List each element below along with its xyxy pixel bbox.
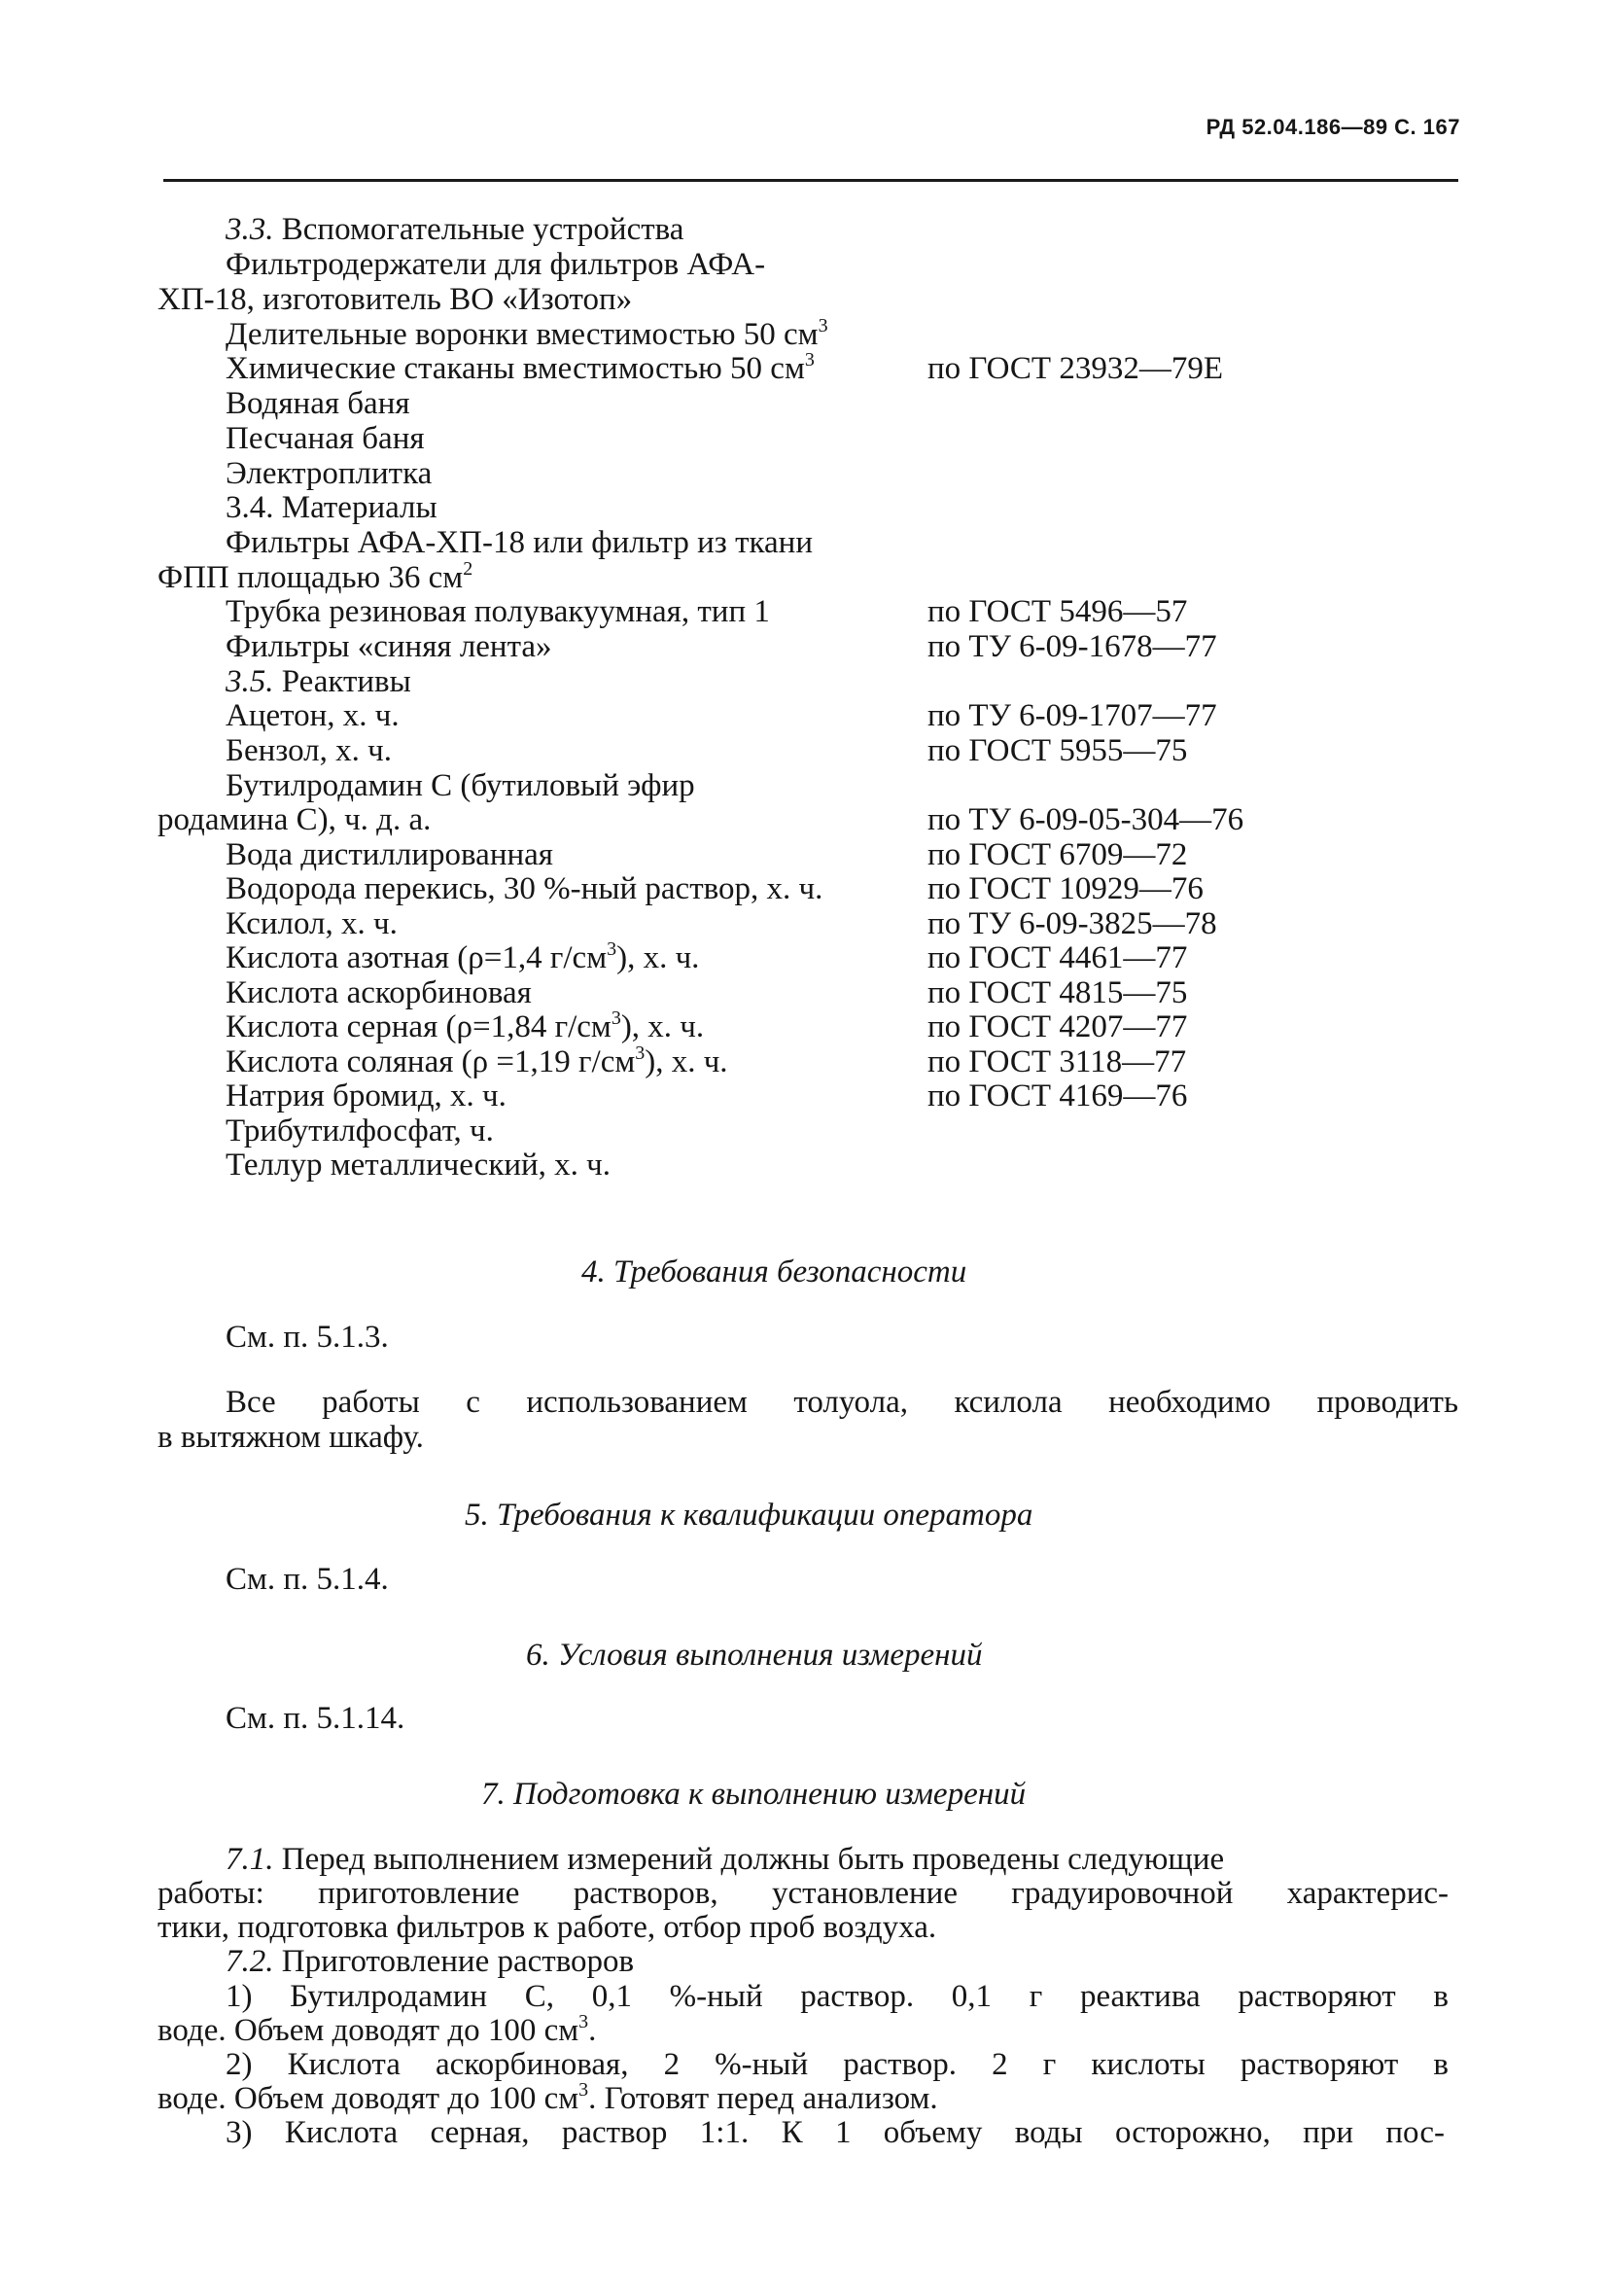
section-6-heading: 6. Условия выполнения измерений: [526, 1638, 983, 1673]
superscript: 3: [635, 1042, 646, 1064]
item-text: Делительные воронки вместимостью 50 см: [226, 317, 819, 352]
header-rule: [163, 179, 1458, 182]
list-item: 3) Кислота серная, раствор 1:1. К 1 объему воды осторожно, при пос-: [226, 2115, 1445, 2150]
list-item: ХП-18, изготовитель ВО «Изотоп»: [157, 282, 633, 317]
standard-ref: по ТУ 6-09-3825—78: [927, 906, 1217, 941]
standard-ref: по ГОСТ 3118—77: [927, 1044, 1187, 1079]
list-item: Вода дистиллированная: [226, 837, 553, 872]
section-3-5-title: [226, 664, 411, 699]
subsection-7-2-title: [226, 1944, 634, 1979]
item-text: Кислота серная (ρ=1,84 г/см: [226, 1009, 612, 1044]
item-text: ), х. ч.: [616, 940, 700, 975]
superscript: 2: [463, 558, 473, 580]
list-item: [226, 940, 699, 975]
paragraph-line: [226, 1842, 1224, 1877]
list-item: Теллур металлический, х. ч.: [226, 1148, 612, 1183]
standard-ref: по ГОСТ 10929—76: [927, 871, 1204, 906]
see-reference: См. п. 5.1.4.: [226, 1562, 389, 1597]
list-item: Натрия бромид, х. ч.: [226, 1078, 507, 1113]
list-item: родамина С), ч. д. а.: [157, 802, 432, 837]
list-item: 1) Бутилродамин С, 0,1 %-ный раствор. 0,1 г реактива растворяют в: [226, 1979, 1449, 2014]
section-number: 7.2.: [226, 1944, 274, 1979]
item-text: Кислота соляная (ρ =1,19 г/см: [226, 1044, 636, 1079]
item-text: .: [588, 2013, 597, 2048]
section-number: 3.3.: [226, 212, 274, 247]
superscript: 3: [578, 2011, 589, 2032]
list-item: [157, 2081, 938, 2116]
superscript: 3: [578, 2079, 589, 2101]
see-reference: См. п. 5.1.14.: [226, 1701, 405, 1736]
standard-ref: по ТУ 6-09-05-304—76: [927, 802, 1244, 837]
section-title: Реактивы: [273, 664, 411, 699]
item-text: воде. Объем доводят до 100 см: [157, 2013, 579, 2048]
list-item: Ацетон, х. ч.: [226, 698, 400, 733]
standard-ref: по ГОСТ 4815—75: [927, 975, 1188, 1010]
section-title: Вспомогательные устройства: [273, 212, 684, 247]
list-item: Трибутилфосфат, ч.: [226, 1113, 494, 1148]
section-4-heading: 4. Требования безопасности: [581, 1254, 967, 1289]
item-text: Химические стаканы вместимостью 50 см: [226, 351, 805, 386]
standard-ref: по ГОСТ 23932—79Е: [927, 351, 1223, 386]
list-item: Фильтры АФА-ХП-18 или фильтр из ткани: [226, 525, 813, 560]
item-text: . Готовят перед анализом.: [588, 2081, 938, 2116]
section-3-4-title: 3.4. Материалы: [226, 490, 437, 525]
standard-ref: по ТУ 6-09-1678—77: [927, 629, 1217, 664]
list-item: Электроплитка: [226, 456, 433, 491]
standard-ref: по ТУ 6-09-1707—77: [927, 698, 1217, 733]
superscript: 3: [611, 1007, 621, 1029]
list-item: 2) Кислота аскорбиновая, 2 %-ный раствор. 2 г кислоты растворяют в: [226, 2047, 1449, 2082]
list-item: [226, 1009, 704, 1044]
list-item: Фильтродержатели для фильтров АФА-: [226, 247, 766, 282]
standard-ref: по ГОСТ 4461—77: [927, 940, 1188, 975]
section-number: 3.5.: [226, 664, 274, 699]
see-reference: См. п. 5.1.3.: [226, 1320, 389, 1355]
list-item: [226, 351, 815, 386]
item-text: ), х. ч.: [620, 1009, 705, 1044]
standard-ref: по ГОСТ 4169—76: [927, 1078, 1188, 1113]
paragraph-line: Все работы с использованием толуола, ксилола необходимо проводить: [226, 1385, 1458, 1420]
list-item: Водорода перекись, 30 %-ный раствор, х. ч.: [226, 871, 823, 906]
list-item: Фильтры «синяя лента»: [226, 629, 552, 664]
list-item: [157, 2013, 596, 2048]
standard-ref: по ГОСТ 6709—72: [927, 837, 1188, 872]
section-number: 7.1.: [226, 1842, 274, 1877]
standard-ref: по ГОСТ 4207—77: [927, 1009, 1188, 1044]
superscript: 3: [607, 938, 617, 960]
standard-ref: по ГОСТ 5496—57: [927, 594, 1188, 629]
paragraph-text: Перед выполнением измерений должны быть проведены следующие: [273, 1842, 1225, 1877]
list-item: Бензол, х. ч.: [226, 733, 392, 768]
list-item: [226, 1044, 728, 1079]
paragraph-line: работы: приготовление растворов, установление градуировочной характерис-: [157, 1876, 1449, 1911]
list-item: Кислота аскорбиновая: [226, 975, 532, 1010]
section-5-heading: 5. Требования к квалификации оператора: [465, 1498, 1033, 1533]
list-item: Трубка резиновая полувакуумная, тип 1: [226, 594, 770, 629]
page-header: РД 52.04.186—89 С. 167: [1206, 115, 1460, 139]
paragraph-line: тики, подготовка фильтров к работе, отбор проб воздуха.: [157, 1910, 937, 1945]
list-item: Ксилол, х. ч.: [226, 906, 398, 941]
standard-ref: по ГОСТ 5955—75: [927, 733, 1188, 768]
section-title: Приготовление растворов: [273, 1944, 635, 1979]
section-3-3-title: [226, 212, 683, 247]
list-item: Водяная баня: [226, 386, 410, 421]
list-item: Песчаная баня: [226, 421, 425, 456]
item-text: ), х. ч.: [645, 1044, 728, 1079]
superscript: 3: [818, 315, 828, 336]
superscript: 3: [804, 349, 815, 371]
item-text: Кислота азотная (ρ=1,4 г/см: [226, 940, 608, 975]
item-text: ФПП площадью 36 см: [157, 560, 464, 595]
list-item: [157, 560, 472, 595]
list-item: Бутилродамин С (бутиловый эфир: [226, 768, 695, 803]
list-item: [226, 317, 828, 352]
paragraph-line: в вытяжном шкафу.: [157, 1420, 424, 1455]
item-text: воде. Объем доводят до 100 см: [157, 2081, 579, 2116]
section-7-heading: 7. Подготовка к выполнению измерений: [481, 1777, 1027, 1812]
